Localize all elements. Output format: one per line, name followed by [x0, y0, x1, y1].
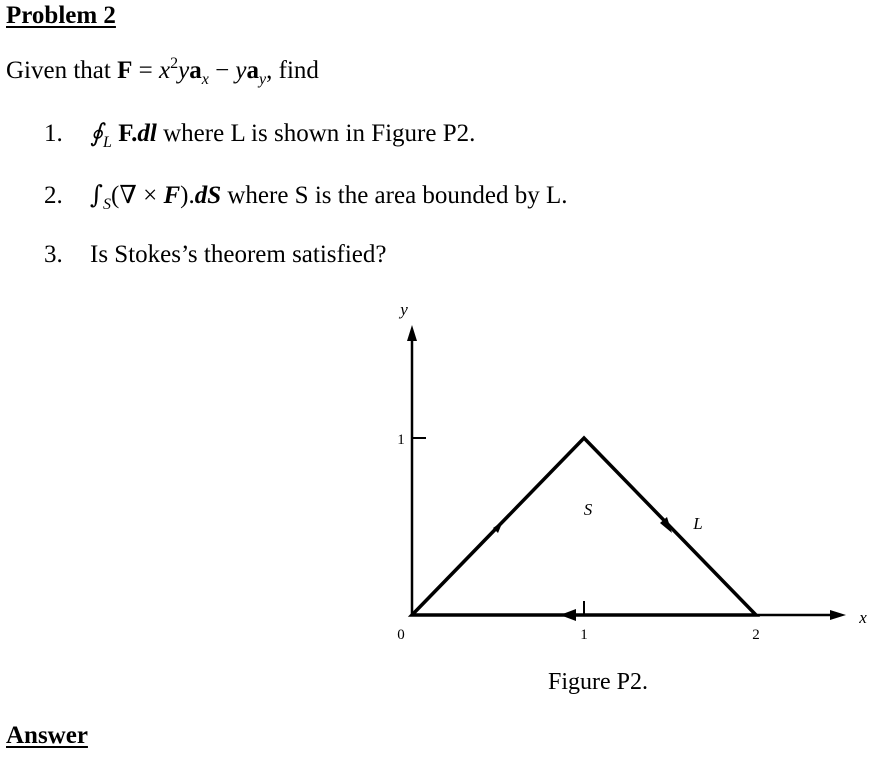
direction-arrow-base: [560, 609, 576, 621]
item-text: Is Stokes’s theorem satisfied?: [90, 241, 387, 268]
contour-integral-symbol: ∮: [90, 118, 104, 147]
x-tick-2-label: 2: [752, 627, 760, 643]
figure-p2-diagram: [380, 295, 872, 655]
close-paren: ).: [180, 182, 195, 209]
question-item-3: [44, 241, 386, 269]
dS-term: dS: [194, 182, 222, 209]
surface-integral-symbol: ∫: [90, 180, 104, 209]
cross-operator: ×: [136, 182, 164, 209]
vector-F: F: [117, 57, 133, 84]
integral-limit: S: [103, 196, 112, 213]
find-text: , find: [266, 57, 319, 84]
item-text: where L is shown in Figure P2.: [156, 120, 476, 147]
given-text: Given that: [6, 57, 118, 84]
problem-title: Problem 2: [6, 2, 116, 29]
item-number: 3.: [44, 241, 63, 268]
vector-F: F: [118, 120, 132, 147]
area-S-label: S: [583, 500, 593, 519]
dl-term: dl: [137, 120, 157, 147]
contour-L-triangle: [412, 438, 756, 615]
x-tick-1-label: 1: [580, 627, 588, 643]
origin-label: 0: [397, 627, 405, 643]
item-number: 2.: [44, 182, 63, 209]
unit-vector-a-2: a: [246, 57, 260, 84]
var-y-2: y: [235, 57, 247, 84]
question-item-2: [44, 180, 568, 213]
question-item-1: [44, 118, 476, 151]
vector-F: F: [163, 182, 181, 209]
item-text: where S is the area bounded by L.: [221, 182, 568, 209]
x-axis-arrowhead: [830, 610, 846, 620]
exponent-2: 2: [170, 55, 179, 72]
dot-operator: .: [131, 120, 138, 147]
equals-sign: =: [132, 57, 159, 84]
nabla-symbol: ∇: [119, 180, 137, 209]
minus-sign: −: [208, 57, 236, 84]
problem-statement: [6, 55, 319, 88]
subscript-y: y: [259, 71, 267, 88]
y-axis-label: y: [400, 300, 408, 319]
subscript-x: x: [201, 71, 209, 88]
answer-heading: Answer: [6, 722, 88, 749]
var-y: y: [178, 57, 190, 84]
var-x: x: [158, 57, 171, 84]
open-paren: (: [111, 182, 120, 209]
x-axis-label: x: [859, 608, 867, 627]
unit-vector-a: a: [189, 57, 202, 84]
item-number: 1.: [44, 120, 63, 147]
y-tick-1-label: 1: [397, 432, 405, 448]
figure-caption: Figure P2.: [548, 669, 649, 695]
contour-L-label: L: [693, 514, 703, 533]
y-axis-arrowhead: [407, 325, 417, 341]
integral-limit: L: [103, 134, 112, 151]
